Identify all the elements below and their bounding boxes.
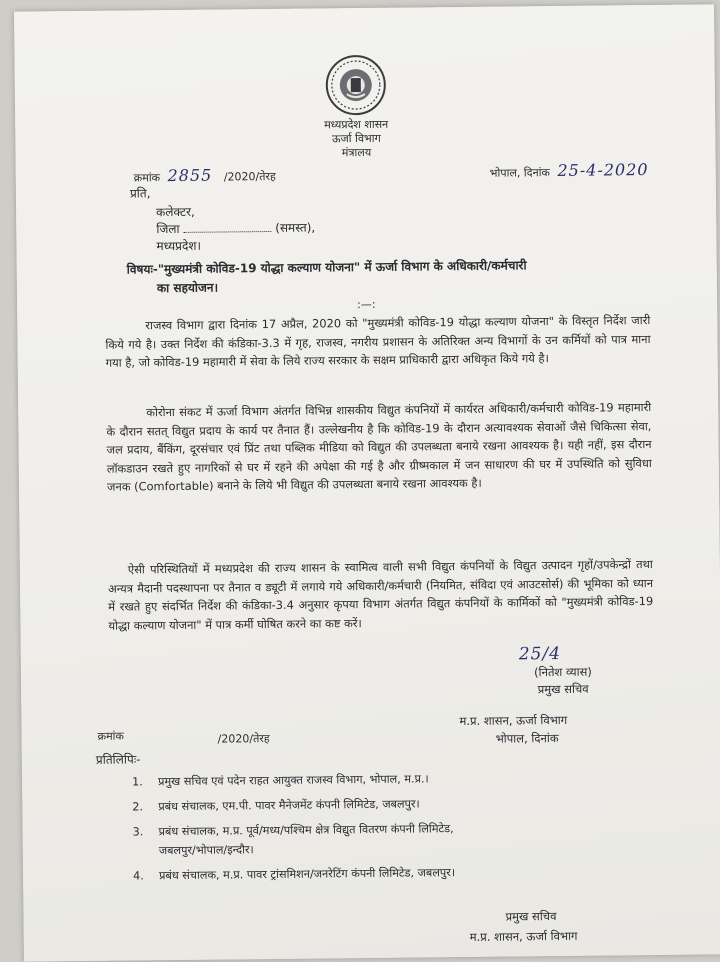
- place-date-label: भोपाल, दिनांक: [489, 166, 551, 180]
- address-to: प्रति,: [129, 186, 151, 201]
- address-collector: कलेक्टर,: [156, 204, 195, 220]
- footer-department: म.प्र. शासन, ऊर्जा विभाग: [469, 928, 578, 944]
- state-emblem-seal-icon: [324, 54, 387, 117]
- subject: [127, 255, 647, 298]
- signatory-block: [493, 663, 633, 698]
- paragraph-2: कोरोना संकट में ऊर्जा विभाग अंतर्गत विभिन्न शासकीय विद्युत कंपनियों में कार्यरत अधिकारी/कर्मचारी कोविड-19 महामारी के दौरान सतत् विद्युत प्रदाय के कार्य पर तैनात हैं। उल्लेखनीय है कि कोविड-19 के दौरान अत्यावश्यक सेवाओं जैसे चिकित्सा सेवा, जल प्रदाय, बैंकिंग, दूरसंचार एवं प्रिंट तथा पब्लिक मीडिया को विद्युत की उपलब्धता बनाये रखना आवश्यक है। यही नहीं, इस दौरान लॉकडाउन रखते हुए नागरिकों से घर में रहने की अपेक्षा की गई है और ग्रीष्मकाल में जन साधारण की घर में उपस्थिति को सुविधा जनक (Comfortable) बनाने के लिये भी विद्युत की उपलब्धता बनाये रखना आवश्यक है।: [106, 400, 652, 495]
- reference-number: 2855: [167, 165, 213, 186]
- letter-date: 25-4-2020: [557, 160, 649, 180]
- place-date: [490, 160, 649, 181]
- reference-line: [134, 165, 276, 185]
- list-item: 4. प्रबंध संचालक, म.प्र. पावर ट्रांसमिशन/जनरेटिंग कंपनी लिमिटेड, जबलपुर।: [133, 866, 456, 883]
- signatory-designation: प्रमुख सचिव: [537, 681, 589, 697]
- separator: :—:: [357, 297, 376, 312]
- signature-initials: 25/4: [518, 643, 562, 665]
- copy-label: प्रतिलिपिः-: [95, 752, 141, 767]
- footer-designation: प्रमुख सचिव: [505, 909, 557, 924]
- paragraph-3: ऐसी परिस्थितियों में मध्यप्रदेश की राज्य शासन के स्वामित्व वाली सभी विद्युत कंपनियों के विद्युत उत्पादन गृहों/उपकेन्द्रों तथा अन्यत्र मैदानी पदस्थापना पर तैनात व ड्यूटी में लगाये गये अधिकारी/कर्मचारी (नियमित, संविदा एवं आउटसोर्स) की भूमिका को ध्यान में रखते हुए संदर्भित निर्देश की कंडिका-3.4 अनुसार कृपया विभाग अंतर्गत विद्युत कंपनियों के कार्मिकों को "मुख्यमंत्री कोविड-19 योद्धा कल्याण योजना" में पात्र कर्मी घोषित करने का कष्ट करें।: [107, 557, 654, 633]
- subject-line-2: का सहयोजन।: [156, 280, 219, 296]
- subject-line-1: विषयः-"मुख्यमंत्री कोविड-19 योद्धा कल्याण योजना" में ऊर्जा विभाग के अधिकारी/कर्मचारी: [126, 258, 527, 277]
- document-page: [14, 4, 720, 961]
- list-item: 2. प्रबंध संचालक, एम.पी. पावर मैनेजमेंट कंपनी लिमिटेड, जबलपुर।: [132, 797, 420, 814]
- signatory-place-date: भोपाल, दिनांक: [495, 731, 559, 746]
- header-line-secretariat: मंत्रालय: [341, 145, 372, 160]
- signatory-department: म.प्र. शासन, ऊर्जा विभाग: [459, 712, 568, 729]
- address-district: जिला (समस्त),: [156, 220, 316, 237]
- address-block: [156, 203, 315, 256]
- copy-list: [132, 767, 653, 885]
- copy-reference-year: /2020/तेरह: [217, 732, 270, 746]
- header-line-government: मध्यप्रदेश शासन: [324, 117, 389, 132]
- list-item: 3. प्रबंध संचालक, म.प्र. पूर्व/मध्य/पश्चिम क्षेत्र विद्युत वितरण कंपनी लिमिटेड, जबलपुर/भोपाल/इन्दौर।: [132, 822, 454, 858]
- issuer-header: [256, 117, 456, 161]
- signatory-name: (नितेश व्यास): [534, 664, 592, 680]
- copy-reference-label: क्रमांक: [97, 729, 125, 743]
- reference-label: क्रमांक: [133, 171, 161, 185]
- paragraph-1: राजस्व विभाग द्वारा दिनांक 17 अप्रैल, 2020 को "मुख्यमंत्री कोविड-19 योद्धा कल्याण योजना" के विस्तृत निर्देश जारी किये गये है। उक्त निर्देश की कंडिका-3.3 में गृह, राजस्व, नगरीय प्रशासन के अतिरिक्त अन्य विभागों के उन कर्मियों को पात्र माना गया है, जो कोविड-19 महामारी में सेवा के लिये राज्य सरकार के सक्षम प्राधिकारी द्वारा अधिकृत किये गये है।: [105, 313, 651, 370]
- reference-year: /2020/तेरह: [223, 169, 276, 184]
- address-state: मध्यप्रदेश।: [156, 238, 202, 254]
- header-line-department: ऊर्जा विभाग: [331, 131, 381, 146]
- list-item: 1. प्रमुख सचिव एवं पदेन राहत आयुक्त राजस्व विभाग, भोपाल, म.प्र.।: [132, 772, 429, 789]
